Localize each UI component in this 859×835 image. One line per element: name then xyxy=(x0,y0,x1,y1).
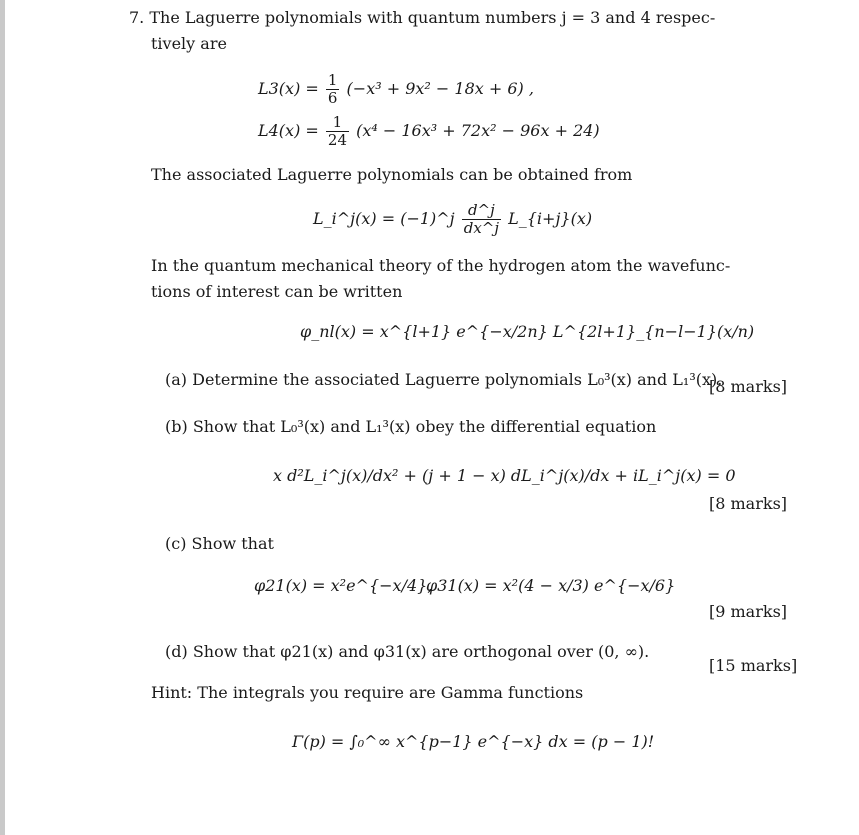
part-b-marks: [8 marks] xyxy=(709,494,788,513)
part-d xyxy=(165,642,649,662)
eq-L4-frac-den: 24 xyxy=(327,131,347,149)
part-c xyxy=(165,534,274,554)
question-number: 7. xyxy=(129,8,145,27)
equation-wavefunction: φ_nl(x) = x^{l+1} e^{−x/2n} L^{2l+1}_{n−l−1}(x/n) xyxy=(300,322,755,341)
question-line-1 xyxy=(129,8,715,28)
eq-L3-frac-den: 6 xyxy=(327,89,338,107)
part-a xyxy=(165,370,722,390)
part-d-marks: [15 marks] xyxy=(709,656,798,675)
part-c-label: (c) xyxy=(165,534,187,553)
equation-phi31: φ31(x) = x²(4 − x/3) e^{−x/6} xyxy=(426,576,676,595)
equation-associated-laguerre xyxy=(313,202,592,237)
equation-phi21: φ21(x) = x²e^{−x/4}, xyxy=(254,576,433,595)
equation-gamma: Γ(p) = ∫₀^∞ x^{p−1} e^{−x} dx = (p − 1)! xyxy=(292,732,655,751)
eq-assoc-frac-num: d^j xyxy=(462,202,501,220)
eq-L3-frac-num: 1 xyxy=(327,71,338,89)
eq-assoc-rhs: L_{i+j}(x) xyxy=(508,209,593,228)
equation-differential: x d²L_i^j(x)/dx² + (j + 1 − x) dL_i^j(x)/dx + iL_i^j(x) = 0 xyxy=(273,466,736,485)
part-d-label: (d) xyxy=(165,642,188,661)
equation-L3 xyxy=(258,72,534,107)
equation-L4 xyxy=(258,114,600,149)
eq-assoc-lhs: L_i^j(x) = (−1)^j xyxy=(313,209,455,228)
hint-text: Hint: The integrals you require are Gamma functions xyxy=(151,683,584,702)
question-intro-line2: tively are xyxy=(151,34,227,53)
part-b-label: (b) xyxy=(165,417,188,436)
question-intro-line1: The Laguerre polynomials with quantum numbers j = 3 and 4 respec- xyxy=(149,8,716,27)
eq-L3-lhs: L3(x) = xyxy=(258,79,319,98)
part-a-text: Determine the associated Laguerre polynomials L₀³(x) and L₁³(x). xyxy=(192,370,723,389)
hydrogen-text-line1: In the quantum mechanical theory of the hydrogen atom the wavefunc- xyxy=(151,256,731,275)
part-c-marks: [9 marks] xyxy=(709,602,788,621)
eq-L4-rhs: (x⁴ − 16x³ + 72x² − 96x + 24) xyxy=(356,121,600,140)
page-left-edge xyxy=(0,0,5,835)
part-a-label: (a) xyxy=(165,370,188,389)
eq-L3-fraction xyxy=(326,72,340,107)
eq-L4-fraction xyxy=(326,114,349,149)
eq-L4-frac-num: 1 xyxy=(326,114,349,132)
associated-laguerre-text: The associated Laguerre polynomials can be obtained from xyxy=(151,165,633,184)
eq-L4-lhs: L4(x) = xyxy=(258,121,319,140)
eq-assoc-frac-den: dx^j xyxy=(463,219,500,237)
part-a-marks: [8 marks] xyxy=(709,377,788,396)
part-d-text: Show that φ21(x) and φ31(x) are orthogonal over (0, ∞). xyxy=(192,642,650,661)
part-b xyxy=(165,417,656,437)
eq-assoc-fraction xyxy=(462,202,501,237)
hydrogen-text-line2: tions of interest can be written xyxy=(151,282,403,301)
eq-L3-rhs: (−x³ + 9x² − 18x + 6) , xyxy=(346,79,534,98)
part-c-text: Show that xyxy=(191,534,274,553)
part-b-text: Show that L₀³(x) and L₁³(x) obey the differential equation xyxy=(192,417,657,436)
